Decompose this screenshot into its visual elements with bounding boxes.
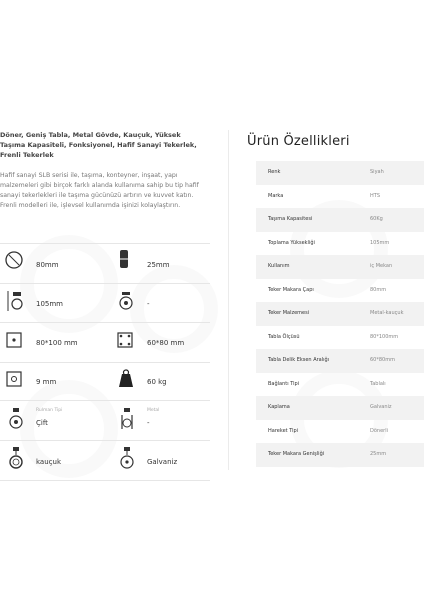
table-row: [256, 255, 424, 279]
spec-value: 80mm: [36, 261, 59, 269]
coating-icon: [119, 446, 135, 470]
property-value: Siyah: [370, 169, 384, 175]
table-row: [256, 232, 424, 256]
specs-panel: [0, 0, 210, 600]
spec-value: Çift: [36, 419, 48, 427]
product-properties-title: Ürün Özellikleri: [247, 134, 350, 149]
spec-value: 9 mm: [36, 378, 57, 386]
property-key: Marka: [268, 192, 284, 199]
property-key: Taşıma Kapasitesi: [268, 216, 313, 222]
property-value: 105mm: [370, 239, 390, 246]
property-key: Hareket Tipi: [268, 427, 299, 434]
property-value: 60Kg: [370, 216, 383, 222]
divider: [0, 480, 210, 481]
tread-material-icon: [8, 446, 24, 470]
table-row: [256, 208, 424, 232]
spec-value: -: [147, 419, 150, 427]
divider: [0, 362, 210, 363]
spec-value: Galvaniz: [147, 458, 178, 466]
property-value: Dönerli: [370, 427, 388, 434]
mounting-height-icon: [6, 290, 24, 312]
property-value: 80*100mm: [370, 333, 399, 340]
table-row: [256, 302, 424, 326]
intro-text: Hafif sanayi SLB serisi ile, taşıma, konteyner, inşaat, yapı malzemeleri gibi birçok farklı alanda kullanıma sahip bu tip hafif sanayi tekerlekleri ile taşıma gücünüzü artırın ve kuvvet katın. Frenli modelleri ile, işlevsel kullanımda işinizi kolaylaştırın.: [0, 172, 199, 209]
property-key: Kullanım: [268, 263, 290, 269]
property-key: Teker Makara Çapı: [268, 286, 314, 293]
swivel-radius-icon: [117, 290, 135, 312]
table-row: [256, 349, 424, 373]
property-value: Galvaniz: [370, 404, 392, 410]
property-key: Teker Malzemesi: [268, 310, 310, 316]
table-row: [256, 279, 424, 303]
spec-sublabel: Metal: [147, 408, 160, 413]
bolt-hole-icon: [4, 369, 24, 389]
wheel-diameter-icon: [4, 250, 24, 270]
table-row: [256, 443, 424, 467]
spec-value: kauçuk: [36, 458, 61, 466]
spec-value: 105mm: [36, 300, 63, 308]
property-key: Kaplama: [268, 404, 290, 410]
property-key: Toplama Yüksekliği: [268, 239, 315, 246]
divider: [0, 322, 210, 323]
intro-title: Döner, Geniş Tabla, Metal Gövde, Kauçuk, Yüksek Taşıma Kapasiteli, Fonksiyonel, Hafif Sanayi Tekerlek, Frenli Tekerlek: [0, 131, 197, 159]
property-value: Tablalı: [370, 380, 386, 387]
table-row: [256, 396, 424, 420]
property-value: HTS: [370, 192, 380, 199]
property-value: 60*80mm: [370, 357, 395, 363]
hole-spacing-icon: [115, 330, 135, 350]
property-value: iç Mekan: [370, 263, 393, 269]
product-properties-table: [256, 161, 424, 467]
divider: [0, 400, 210, 401]
property-value: Metal-kauçuk: [370, 310, 404, 316]
spec-value: 60*80 mm: [147, 339, 185, 347]
spec-value: 60 kg: [147, 378, 167, 386]
property-key: Teker Makara Genişliği: [268, 451, 325, 457]
wheel-width-icon: [117, 248, 131, 270]
divider: [0, 283, 210, 284]
divider: [0, 440, 210, 441]
spec-value: -: [147, 300, 150, 308]
spec-value: 80*100 mm: [36, 339, 78, 347]
table-row: [256, 185, 424, 209]
property-value: 25mm: [370, 451, 387, 457]
property-key: Tabla Delik Eksen Aralığı: [268, 357, 330, 363]
divider: [0, 243, 210, 244]
property-key: Tabla Ölçüsü: [268, 333, 300, 340]
bearing-type-icon: [8, 407, 24, 431]
property-value: 80mm: [370, 286, 387, 293]
property-key: Bağlantı Tipi: [268, 380, 300, 387]
table-row: [256, 326, 424, 350]
table-row: [256, 161, 424, 185]
plate-size-icon: [4, 330, 24, 350]
table-row: [256, 420, 424, 444]
column-divider: [228, 130, 229, 470]
spec-sublabel: Rulman Tipi: [36, 408, 63, 413]
property-key: Renk: [268, 169, 281, 175]
load-capacity-icon: [117, 369, 135, 389]
fork-material-icon: [119, 407, 135, 431]
table-row: [256, 373, 424, 397]
spec-value: 25mm: [147, 261, 170, 269]
